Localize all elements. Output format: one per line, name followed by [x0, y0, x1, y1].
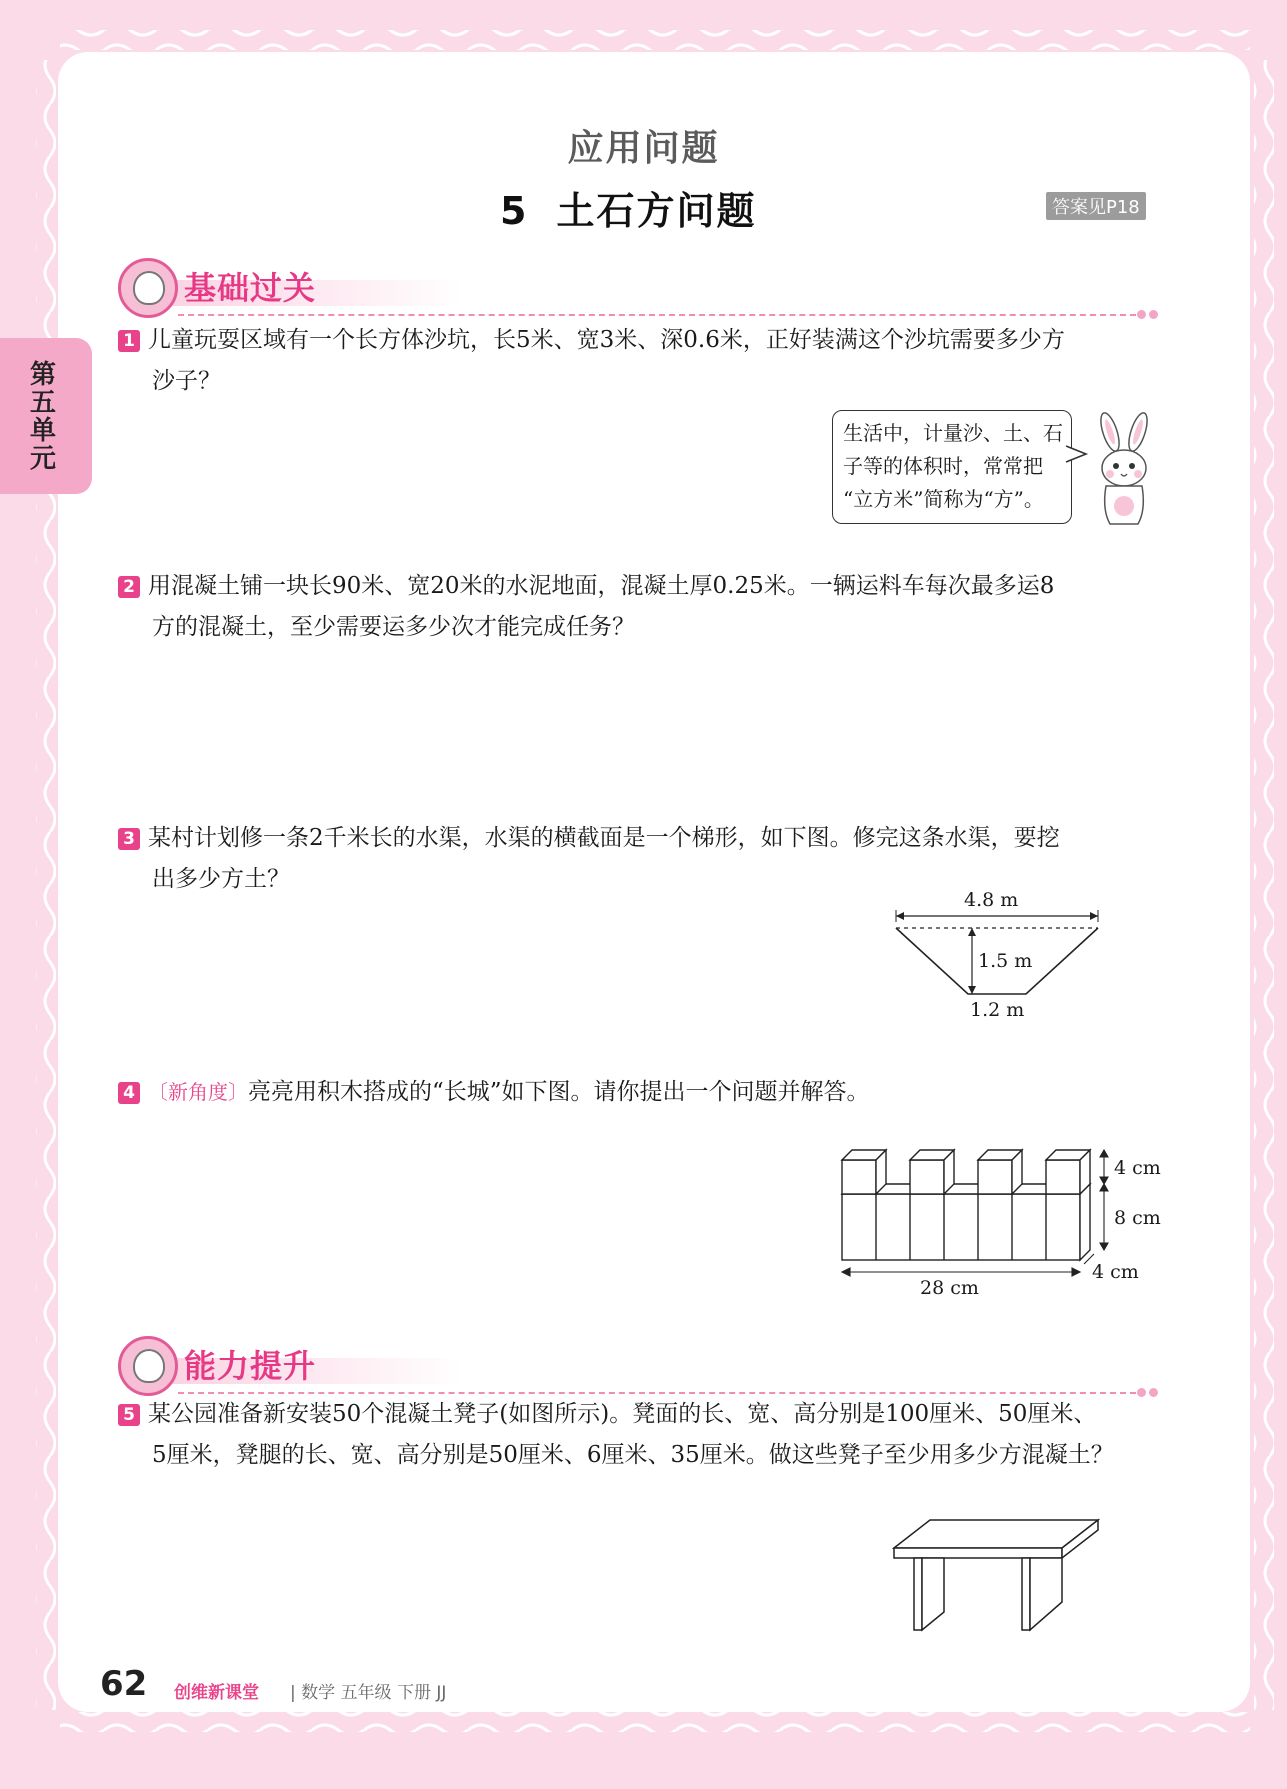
question-4 — [118, 1072, 1163, 1113]
base-height-label: 8 cm — [1114, 1207, 1161, 1229]
new-angle-tag: 〔新角度〕 — [148, 1080, 248, 1104]
question-text: 5厘米，凳腿的长、宽、高分别是50厘米、6厘米、35厘米。做这些凳子至少用多少方混凝土？ — [152, 1442, 1114, 1468]
mascot-icon — [118, 1336, 178, 1396]
answer-reference-badge: 答案见P18 — [1046, 192, 1146, 220]
tip-line: 生活中，计量沙、土、石 — [843, 421, 1063, 445]
footer-brand: 创维新课堂 — [174, 1683, 259, 1703]
bottom-width-label: 1.2 m — [970, 999, 1025, 1021]
question-number-badge: 4 — [118, 1082, 140, 1104]
question-5 — [118, 1394, 1163, 1476]
tip-line: “立方米”简称为“方”。 — [843, 487, 1044, 511]
tip-bubble — [832, 410, 1072, 524]
question-2 — [118, 566, 1163, 648]
question-number-badge: 3 — [118, 828, 140, 850]
length-label: 28 cm — [920, 1277, 979, 1299]
section-advanced-label: 能力提升 — [184, 1347, 317, 1385]
footer-book-info: | 数学 五年级 下册 JJ — [290, 1683, 447, 1703]
top-width-label: 4.8 m — [964, 889, 1019, 911]
mascot-icon — [118, 258, 178, 318]
unit-side-tab — [0, 338, 92, 494]
question-text: 某公园准备新安装50个混凝土凳子(如图所示)。凳面的长、宽、高分别是100厘米、50厘米、 — [148, 1401, 1097, 1427]
question-number-badge: 5 — [118, 1404, 140, 1426]
question-number-badge: 2 — [118, 576, 140, 598]
lesson-number: 5 — [500, 189, 529, 233]
question-text: 用混凝土铺一块长90米、宽20米的水泥地面，混凝土厚0.25米。一辆运料车每次最多运8 — [148, 573, 1055, 599]
question-number-badge: 1 — [118, 330, 140, 352]
trapezoid-canal-figure — [880, 882, 1120, 1022]
section-advanced-heading — [118, 1336, 1158, 1396]
bench-figure — [884, 1516, 1104, 1634]
page-number: 62 — [100, 1664, 148, 1704]
section-basic-heading — [118, 258, 1158, 318]
merlon-height-label: 4 cm — [1114, 1157, 1161, 1179]
question-text: 方的混凝土，至少需要运多少次才能完成任务？ — [152, 614, 635, 640]
question-text: 沙子？ — [152, 368, 221, 394]
tip-bubble-tail — [1066, 444, 1090, 468]
page-title: 应用问题 — [567, 128, 720, 169]
bunny-icon — [1088, 410, 1160, 530]
section-divider — [178, 314, 1136, 316]
section-basic-label: 基础过关 — [184, 269, 317, 307]
question-1 — [118, 320, 1163, 402]
lesson-name: 土石方问题 — [556, 189, 757, 233]
tip-line: 子等的体积时，常常把 — [843, 454, 1043, 478]
unit-side-tab-label: 第五单元 — [25, 360, 56, 472]
great-wall-blocks-figure — [830, 1142, 1161, 1302]
question-text: 某村计划修一条2千米长的水渠，水渠的横截面是一个梯形，如下图。修完这条水渠，要挖 — [148, 825, 1060, 851]
depth-label: 4 cm — [1092, 1261, 1139, 1283]
question-text: 亮亮用积木搭成的“长城”如下图。请你提出一个问题并解答。 — [248, 1079, 870, 1105]
question-text: 出多少方土？ — [152, 866, 290, 892]
lesson-title — [500, 180, 756, 235]
question-text: 儿童玩耍区域有一个长方体沙坑，长5米、宽3米、深0.6米，正好装满这个沙坑需要多少方 — [148, 327, 1065, 353]
height-label: 1.5 m — [978, 950, 1033, 972]
